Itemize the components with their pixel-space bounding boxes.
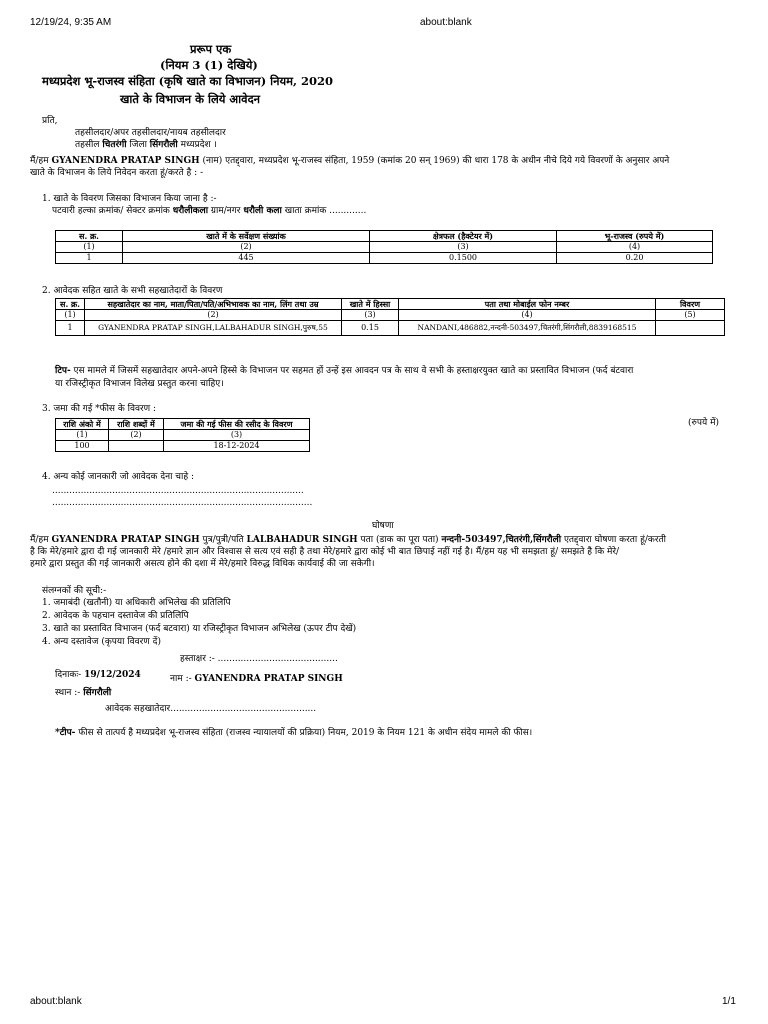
tehsil-name: चितरंगी <box>102 140 127 150</box>
enclosure-item: 3. खाते का प्रस्तावित विभाजन (फर्द बटवारा) या रजिस्ट्रीकृत विभाजन अभिलेख (ऊपर टीप देखें) <box>42 624 357 634</box>
fee-unit: (रुपये में) <box>688 418 719 428</box>
table-number-row: (1) (2) (3) <box>56 430 310 441</box>
declaration-heading: घोषणा <box>372 521 394 531</box>
table-header-row: स. क्र. सहखातेदार का नाम, माता/पिता/पति/अभिभावक का नाम, लिंग तथा उम्र खाते में हिस्सा पता तथा मोबाईल फोन नम्बर विवरण <box>56 299 725 310</box>
note-line2: या रजिस्ट्रीकृत विभाजन विलेख प्रस्तुत करना चाहिए। <box>55 379 224 389</box>
declaration-line1: मैं/हम GYANENDRA PRATAP SINGH पुत्र/पुत्री/पति LALBAHADUR SINGH पता (डाक का पूरा पता) नन्दनी-503497,चितरंगी,सिंगरौली एतद्द्वारा घोषणा करता हूं/करती <box>30 535 666 545</box>
print-datetime: 12/19/24, 9:35 AM <box>30 17 112 28</box>
declaration-line3: हमारे द्वारा प्रस्तुत की गई जानकारी असत्य होने की दशा में मेरे/हमारे विरुद्ध विधिक कार्यवाई की जा सकेगी। <box>30 559 375 569</box>
enclosure-item: 1. जमाबंदी (खतौनी) या अधिकारी अभिलेख की प्रतिलिपि <box>42 598 231 608</box>
print-url: about:blank <box>420 17 472 28</box>
applicant-name: GYANENDRA PRATAP SINGH <box>51 156 200 166</box>
section3-heading: 3. जमा की गई *फीस के विवरण : <box>42 404 157 414</box>
note-line1: टिप- एस मामले में जिसमें सहखातेदार अपने-अपने हिस्से के विभाजन पर सहमत हों उन्हें इस आवदन पत्र के साथ वे सभी के हस्ताक्षरयुक्त खाते का प्रस्तावित विभाजन (फर्द बंटवारा <box>55 366 634 376</box>
name-line: नाम :- GYANENDRA PRATAP SINGH <box>170 674 343 684</box>
intro-line2: खाते के विभाजन के लिये निवेदन करता हूं/करते है : - <box>30 168 204 178</box>
place-line: स्थान :- सिंगरौली <box>55 688 112 698</box>
application-date: 19/12/2024 <box>84 670 141 680</box>
table-number-row: (1) (2) (3) (4) <box>56 242 713 253</box>
table-header-row: राशि अंको में राशि शब्दों में जमा की गई फीस की रसीद के विवरण <box>56 419 310 430</box>
fee-table <box>55 418 310 452</box>
footnote: *टीप- फीस से तात्पर्य है मध्यप्रदेश भू-राजस्व संहिता (राजस्व न्यायालयों की प्रक्रिया) नियम, 2019 के नियम 121 के अधीन संदेय मामले की फीस। <box>55 728 533 738</box>
applicant-coholder-line: आवेदक सहखातेदार................................................... <box>105 704 317 714</box>
date-line: दिनाकः- 19/12/2024 <box>55 670 141 680</box>
khata-table <box>55 230 713 264</box>
section2-heading: 2. आवेदक सहित खाते के सभी सहखातेदारों के विवरण <box>42 286 223 296</box>
table-header-row: स. क्र. खाते में के सर्वेक्षण संख्यांक क्षेत्रफल (हैक्टेयर में) भू-राजस्व (रुपये में) <box>56 231 713 242</box>
district-name: सिंगरौली <box>149 140 178 150</box>
enclosure-item: 2. आवेदक के पहचान दस्तावेज की प्रतिलिपि <box>42 611 189 621</box>
signature-line: हस्ताक्षर :- .......................................... <box>180 654 338 664</box>
enclosure-item: 4. अन्य दस्तावेज (कृपया विवरण दें) <box>42 637 161 647</box>
section1-patwari-line: पटवारी हल्का क्रमांक/ सेक्टर क्रमांक धरौलीकला ग्राम/नगर धरौली कला खाता क्रमांक ............. <box>52 206 367 216</box>
intro-line1: मैं/हम GYANENDRA PRATAP SINGH (नाम) एतद्द्वारा, मध्यप्रदेश भू-राजस्व संहिता, 1959 (कमांक 20 सन् 1969) की धारा 178 के अधीन नीचे दिये गये विवरणों के अनुसार अपने <box>30 156 670 166</box>
form-rule-ref: (नियम 3 (1) देखिये) <box>160 58 258 72</box>
page-number: 1/1 <box>722 996 736 1007</box>
co-holders-table <box>55 298 725 336</box>
table-number-row: (1) (2) (3) (4) (5) <box>56 310 725 321</box>
section4-dots2: ........................................................................................... <box>52 498 313 508</box>
place: सिंगरौली <box>83 688 112 698</box>
section1-heading: 1. खाते के विवरण जिसका विभाजन किया जाना है :- <box>42 194 217 204</box>
table-row: 100 18-12-2024 <box>56 441 310 452</box>
section4-heading: 4. अन्य कोई जानकारी जो आवेदक देना चाहे : <box>42 472 195 482</box>
addressee-line1: तहसीलदार/अपर तहसीलदार/नायब तहसीलदार <box>75 128 226 138</box>
form-title: प्ररूप एक <box>190 42 232 56</box>
addressee-prati: प्रति, <box>42 116 58 126</box>
signatory-name: GYANENDRA PRATAP SINGH <box>194 674 343 684</box>
declaration-line2: है कि मेरे/हमारे द्वारा दी गई जानकारी मेरे /हमारे ज्ञान और विश्वास से सत्य एवं सही है तथा मेरे/हमारे द्वारा कोई भी बात छिपाई नहीं गई है। मैं/हम यह भी समझता हूं/ समझते है कि मेरे/ <box>30 547 620 557</box>
section4-dots1: ........................................................................................ <box>52 486 304 496</box>
table-row: 1 445 0.1500 0.20 <box>56 253 713 264</box>
addressee-line2: तहसील चितरंगी जिला सिंगरौली मध्यप्रदेश । <box>75 140 217 150</box>
table-row: 1 GYANENDRA PRATAP SINGH,LALBAHADUR SINGH,पुरुष,55 0.15 NANDANI,486882,नन्दनी-503497,चितरंगी,सिंगरौली,8839168515 <box>56 321 725 336</box>
enclosures-heading: संलग्नकों की सूची:- <box>42 586 107 596</box>
form-act-title: मध्यप्रदेश भू-राजस्व संहिता (कृषि खाते का विभाजन) नियम, 2020 <box>42 74 334 88</box>
form-subject: खाते के विभाजन के लिये आवेदन <box>120 92 261 106</box>
footer-url: about:blank <box>30 996 82 1007</box>
